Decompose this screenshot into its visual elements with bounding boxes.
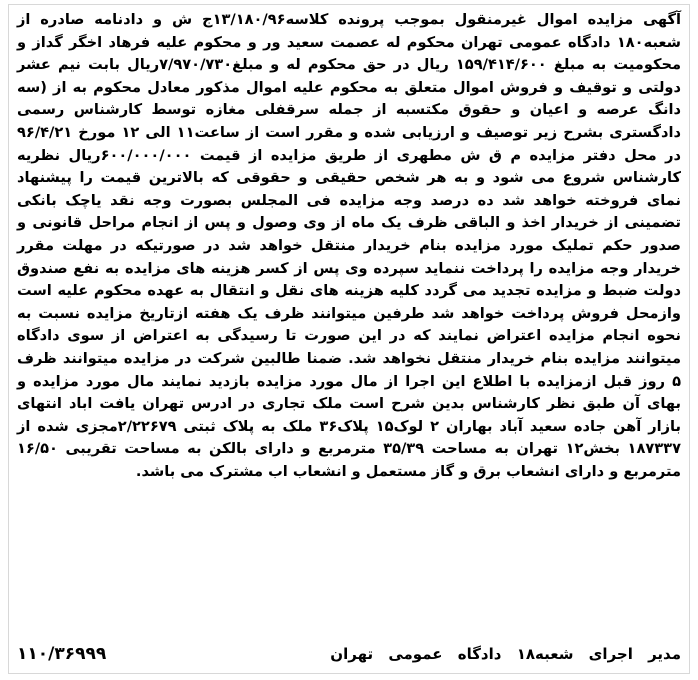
- notice-body-text: آگهی مزایده اموال غیرمنقول بموجب پرونده کلاسه۱۳/۱۸۰/۹۶ج ش و دادنامه صادره از شعبه۱۸۰ دادگاه عمومی تهران محکوم له عصمت سعید ور و محکوم علیه فرهاد اخگر گداز و محکومیت به مبلغ ۱۵۹/۴۱۴/۶۰۰ ریال در حق محکوم له و مبلغ۷/۹۷۰/۷۳۰ریال بابت نیم عشر دولتی و توقیف و فروش اموال متعلق به محکوم علیه اموال مذکور معادل محکوم به از (سه دانگ عرصه و اعیان و حقوق مکتسبه از جمله سرقفلی مغازه توسط کارشناس رسمی دادگستری بشرح زیر توصیف و ارزیابی شده و مقرر است از ساعت۱۱ الی ۱۲ مورخ ۹۶/۴/۲۱ در محل دفتر مزایده م ق ش مطهری از طریق مزایده از قیمت ۶۰۰/۰۰۰/۰۰۰ریال نظریه کارشناس شروع می شود و به هر شخص حقیقی و حقوقی که بالاترین قیمت را پیشنهاد نمای فروخته خواهد شد ده درصد وجه مزایده فی المجلس بصورت وجه نقد یاچک بانکی تضمینی از خریدار اخذ و الباقی ظرف یک ماه از وی وصول و پس از انجام مراحل قانونی و صدور حکم تملیک مورد مزایده بنام خریدار منتقل خواهد شد در صورتیکه در مهلت مقرر خریدار وجه مزایده را پرداخت ننماید سپرده وی پس از کسر هزینه های مزایده به نفع صندوق دولت ضبط و مزایده تجدید می گردد کلیه هزینه های نقل و انتقال به عهده محکوم علیه است وازمحل فروش پرداخت خواهد شد طرفین میتوانند ظرف یک هفته ازتاریخ مزایده نسبت به نحوه انجام مزایده اعتراض نمایند که در این صورت تا رسیدگی به اعتراض از سوی دادگاه میتوانند مزایده بنام خریدار منتقل نخواهد شد. ضمنا طالبین شرکت در مزایده میتوانند ظرف ۵ روز قبل ازمزایده با اطلاع این اجرا از مال مورد مزایده بازدید نمایند مال مورد مزایده و بهای آن طبق نظر کارشناس بدین شرح است ملک تجاری در ادرس تهران یافت اباد انتهای بازار آهن جاده سعید آباد بهاران ۲ لوک۱۵ پلاک۳۶ ملک به پلاک ثبتی ۲/۲۲۶۷۹مجزی شده از ۱۸۷۳۳۷ بخش۱۲ تهران به مساحت ۳۵/۳۹ مترمربع و دارای بالکن به مساحت تقریبی ۱۶/۵۰ مترمربع و دارای انشعاب برق و گاز مستعمل و انشعاب اب مشترک می باشد.: [17, 11, 682, 480]
- notice-signature: مدیر اجرای شعبه۱۸ دادگاه عمومی تهران: [330, 645, 681, 663]
- notice-code: ۱۱۰/۳۶۹۹۹: [17, 644, 107, 664]
- auction-notice: [8, 4, 690, 674]
- notice-footer: [17, 641, 681, 667]
